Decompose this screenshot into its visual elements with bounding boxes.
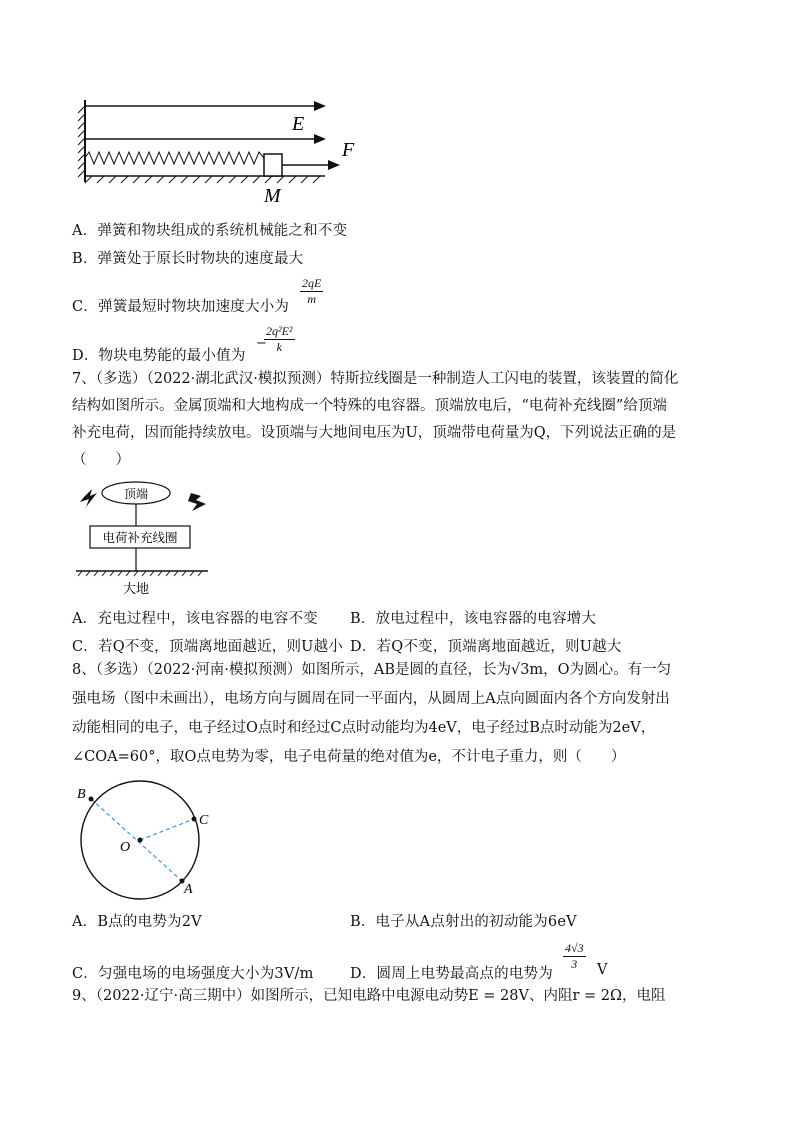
q7-line-4: （ ） [72, 452, 130, 468]
fraction-numerator: 2q²E² [266, 324, 293, 338]
point-o: O [120, 840, 131, 855]
q7-line-3: 补充电荷，因而能持续放电。设顶端与大地间电压为U，顶端带电荷量为Q，下列说法正确的是 [72, 425, 677, 441]
q8-option-d: D．圆周上电势最高点的电势为 [350, 966, 553, 982]
q6-option-b: B．弹簧处于原长时物块的速度最大 [72, 251, 304, 267]
q6-option-d: D．物块电势能的最小值为 [72, 348, 246, 364]
lightning-right-icon [188, 493, 206, 511]
q6-option-d-fraction [264, 324, 295, 355]
q7-option-b: B．放电过程中，该电容器的电容增大 [350, 611, 597, 627]
fraction-numerator: 2qE [302, 276, 322, 290]
block [264, 154, 282, 176]
point-c: C [199, 813, 209, 828]
q8-line-2: 强电场（图中未画出），电场方向与圆周在同一平面内，从圆周上A点向圆面内各个方向发射出 [72, 691, 670, 707]
q8-line-4: ∠COA=60°，取O点电势为零，电子电荷量的绝对值为e，不计电子重力，则（ ） [72, 749, 626, 765]
point-b: B [77, 787, 86, 802]
fraction-denominator: k [276, 340, 282, 354]
q7-option-c: C．若Q不变，顶端离地面越近，则U越小 [72, 639, 344, 655]
q9-line-1: 9、（2022·辽宁·高三期中）如图所示，已知电路中电源电动势E = 28V、内阻r = 2Ω，电阻 [72, 988, 666, 1004]
q7-line-2: 结构如图所示。金属顶端和大地构成一个特殊的电容器。顶端放电后，“电荷补充线圈”给顶端 [72, 398, 667, 414]
spring [85, 152, 264, 164]
q8-line-1: 8、（多选）（2022·河南·模拟预测）如图所示，AB是圆的直径，长为√3m，O为圆心。有一匀 [72, 662, 672, 678]
spring-field-figure [70, 96, 370, 206]
label-m: M [264, 185, 281, 206]
q7-option-d: D．若Q不变，顶端离地面越近，则U越大 [350, 639, 622, 655]
q6-option-a: A．弹簧和物块组成的系统机械能之和不变 [72, 223, 348, 239]
label-f: F [342, 139, 355, 161]
ground-label: 大地 [122, 581, 150, 596]
fraction-denominator: 3 [571, 957, 578, 971]
q8-option-c: C．匀强电场的电场强度大小为3V/m [72, 966, 314, 982]
q7-option-a: A．充电过程中，该电容器的电容不变 [72, 611, 318, 627]
q6-option-c-fraction [300, 276, 323, 307]
fraction-numerator: 4√3 [565, 941, 584, 955]
tesla-coil-figure [70, 480, 215, 598]
q7-line-1: 7、（多选）（2022·湖北武汉·模拟预测）特斯拉线圈是一种制造人工闪电的装置，该装置的简化 [72, 371, 679, 387]
label-e: E [292, 113, 305, 135]
q8-option-a: A．B点的电势为2V [72, 914, 202, 930]
lightning-left-icon [80, 489, 97, 507]
circle-field-figure [66, 780, 226, 902]
q8-line-3: 动能相同的电子，电子经过O点时和经过C点时动能均为4eV，电子经过B点时动能为2eV， [72, 720, 656, 736]
q6-option-c: C．弹簧最短时物块加速度大小为 [72, 299, 290, 315]
q8-option-d-unit: V [597, 962, 608, 978]
minus-sign: − [256, 336, 267, 351]
q8-option-d-fraction [563, 941, 586, 972]
fraction-denominator: m [307, 292, 316, 306]
point-a: A [184, 882, 193, 897]
coil-label: 电荷补充线圈 [102, 531, 178, 545]
q8-option-b: B．电子从A点射出的初动能为6eV [350, 914, 577, 930]
top-label: 顶端 [123, 487, 149, 501]
